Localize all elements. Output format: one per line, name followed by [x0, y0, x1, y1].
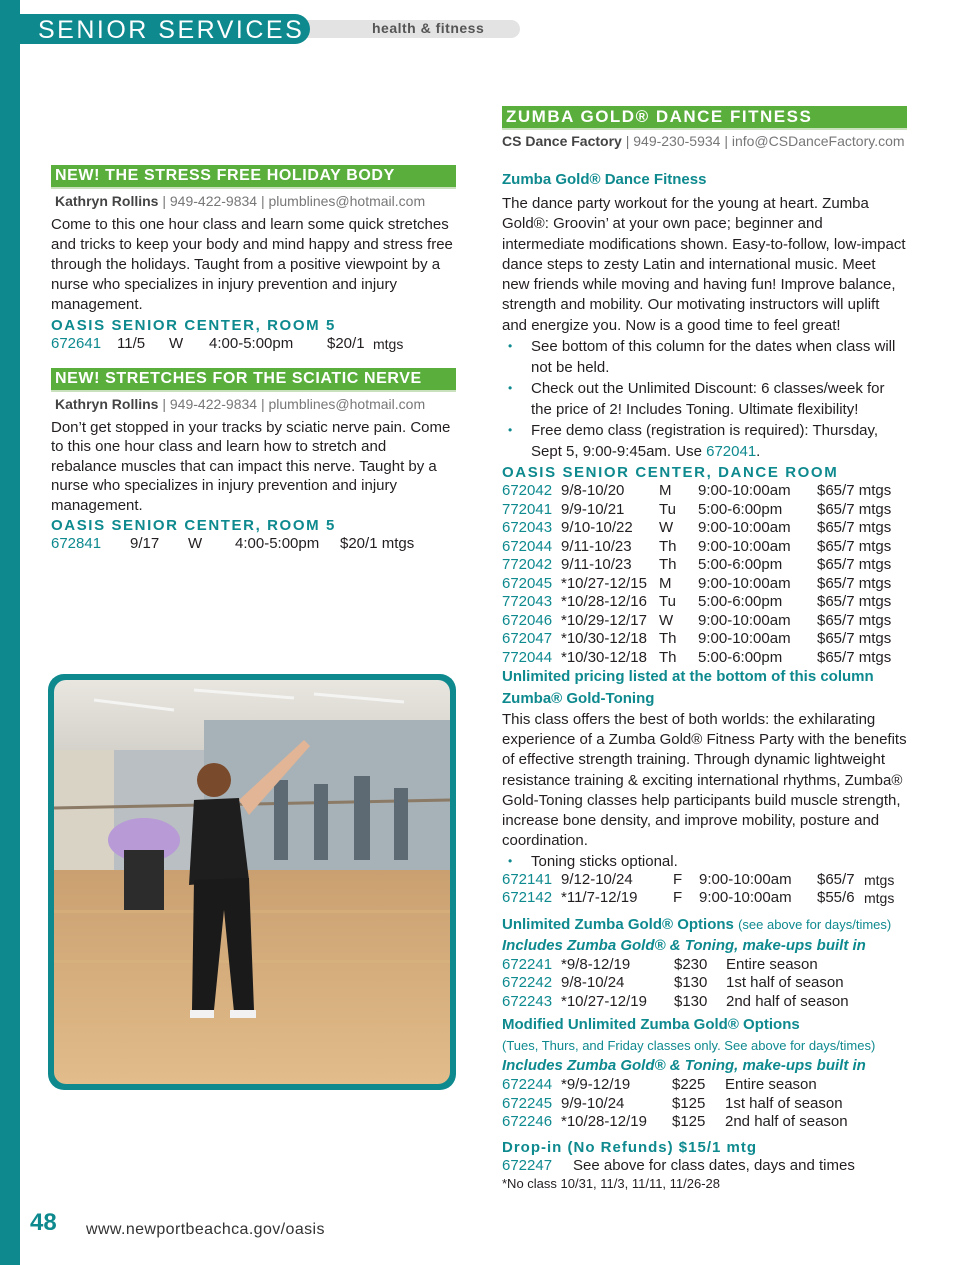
dropin-row	[502, 1157, 907, 1176]
option-description: 2nd half of season	[726, 992, 849, 1010]
side-accent-bar	[0, 0, 20, 1265]
schedule-row	[502, 538, 907, 557]
option-price: $130	[674, 974, 708, 991]
class-time: 9:00-10:00am	[698, 519, 791, 537]
provider-email[interactable]: info@CSDanceFactory.com	[731, 133, 905, 149]
instructor-contact: Kathryn Rollins | 949-422-9834 | plumblines@hotmail.com	[55, 395, 426, 412]
class-day: M	[659, 574, 672, 592]
dance-class-photo	[48, 674, 456, 1090]
option-code[interactable]: 672242	[502, 974, 553, 991]
class-code[interactable]: 772042	[502, 556, 553, 574]
schedule-row	[51, 335, 456, 354]
bullet-list	[502, 336, 907, 462]
schedule-row	[502, 974, 907, 993]
option-code[interactable]: 672244	[502, 1076, 553, 1093]
class-code[interactable]: 772043	[502, 593, 553, 611]
provider-name: CS Dance Factory	[502, 133, 622, 149]
class-day: Th	[659, 648, 677, 666]
class-day: Th	[659, 556, 677, 574]
class-time: 9:00-10:00am	[699, 889, 792, 906]
class-price: $55/6	[817, 889, 855, 906]
class-code[interactable]: 672044	[502, 537, 553, 555]
class-day: W	[659, 611, 674, 629]
option-price: $125	[672, 1094, 706, 1112]
option-code[interactable]: 672246	[502, 1113, 553, 1130]
section-heading: Modified Unlimited Zumba Gold® Options	[502, 1016, 800, 1033]
option-dates: *10/28-12/19	[561, 1113, 647, 1130]
class-code[interactable]: 672045	[502, 574, 553, 592]
pricing-table	[502, 956, 907, 1012]
unlimited-heading-note: (see above for days/times)	[738, 916, 892, 932]
includes-note: Includes Zumba Gold® & Toning, make-ups built in	[502, 1057, 866, 1074]
class-description: Don’t get stopped in your tracks by sciatic nerve pain. Come to this one hour class and learn how to stretch and rebalance muscles that can impact this nerve. Taught by a nurse who specializes in injury prevention and injury management.	[51, 418, 451, 514]
section-description: The dance party workout for the young at heart. Zumba Gold®: Groovin’ at your own pace; beginner and intermediate modifications shown. Easy-to-follow, low-impact dance steps to zesty Latin and international music. Meet new friends while moving and having fun! Improve balance, strength and mobility. Our motivating instructors will uplift and energize you. Now is a good time to feel great!	[502, 195, 906, 334]
class-time: 4:00-5:00pm	[235, 535, 320, 552]
left-column	[51, 165, 456, 554]
section-heading: Zumba Gold® Dance Fitness	[502, 171, 707, 188]
class-price: $65/7 mtgs	[817, 537, 892, 555]
class-date: *10/29-12/17	[561, 611, 647, 629]
class-code[interactable]: 672641	[51, 335, 102, 352]
class-day: F	[673, 889, 683, 906]
schedule-row	[502, 519, 907, 538]
class-day: W	[659, 519, 674, 537]
schedule-row	[502, 501, 907, 520]
section-title: SENIOR SERVICES	[38, 16, 305, 44]
unlimited-pricing-note: Unlimited pricing listed at the bottom of this column	[502, 668, 874, 686]
class-day: M	[659, 482, 672, 500]
option-description: 2nd half of season	[725, 1113, 848, 1130]
no-class-dates	[502, 1175, 907, 1194]
includes-note: Includes Zumba Gold® & Toning, make-ups built in	[502, 936, 866, 954]
section-subtitle: health & fitness	[372, 20, 485, 36]
option-dates: 9/8-10/24	[561, 974, 625, 991]
option-code[interactable]: 672241	[502, 955, 553, 973]
class-day: W	[169, 335, 184, 352]
modified-note: (Tues, Thurs, and Friday classes only. See above for days/times)	[502, 1038, 876, 1053]
instructor-phone: 949-422-9834	[169, 193, 258, 209]
instructor-email[interactable]: plumblines@hotmail.com	[268, 193, 426, 209]
class-time: 9:00-10:00am	[698, 574, 791, 592]
instructor-name: Kathryn Rollins	[55, 395, 159, 412]
section-description: This class offers the best of both worlds: the exhilarating experience of a Zumba Gold® Fitness Party with the benefits of effective strength training. Through dynamic lightweight resistance training & exciting international rhythms, Zumba® Gold-Toning classes help participants build muscle strength, increase bone density, and improve mobility, posture and coordination.	[502, 711, 907, 850]
schedule-row	[502, 871, 907, 890]
header-title-tab	[20, 14, 310, 44]
option-description: 1st half of season	[725, 1094, 843, 1112]
class-date: 9/9-10/21	[561, 500, 625, 518]
class-day: F	[673, 870, 683, 888]
option-price: $125	[672, 1113, 706, 1130]
class-code[interactable]: 772041	[502, 500, 553, 518]
dropin-heading: Drop-in (No Refunds) $15/1 mtg	[502, 1138, 758, 1156]
schedule-row	[502, 956, 907, 975]
class-date: *10/30-12/18	[561, 630, 647, 648]
class-price: $65/7 mtgs	[817, 556, 892, 574]
class-code[interactable]: 672141	[502, 870, 553, 888]
schedule-row	[502, 1076, 907, 1095]
class-description: Come to this one hour class and learn some quick stretches and tricks to keep your body and mind happy and stress free through the holidays. Taught from a positive viewpoint by a nurse who specializes in injury prevention and injury management.	[51, 216, 453, 313]
class-code[interactable]: 672042	[502, 482, 553, 500]
option-price: $130	[674, 992, 708, 1010]
class-code[interactable]: 672142	[502, 889, 553, 906]
option-dates: *10/27-12/19	[561, 992, 647, 1010]
class-price: $65/7 mtgs	[817, 611, 892, 629]
class-time: 5:00-6:00pm	[698, 648, 783, 666]
class-time: 9:00-10:00am	[698, 630, 791, 648]
no-class-text: *No class 10/31, 11/3, 11/11, 11/26-28	[502, 1176, 721, 1191]
instructor-contact: Kathryn Rollins | 949-422-9834 | plumblines@hotmail.com	[55, 193, 426, 209]
photo-image	[54, 680, 450, 1084]
class-date: *10/28-12/16	[561, 593, 647, 611]
class-day: Tu	[659, 593, 676, 611]
pricing-table	[502, 1076, 907, 1132]
provider-contact: CS Dance Factory | 949-230-5934 | info@CSDanceFactory.com	[502, 133, 905, 149]
option-description: 1st half of season	[726, 974, 844, 991]
class-location: OASIS SENIOR CENTER, DANCE ROOM	[502, 464, 839, 482]
class-title: NEW! THE STRESS FREE HOLIDAY BODY	[51, 165, 456, 189]
class-code[interactable]: 672046	[502, 611, 553, 629]
schedule-row	[502, 612, 907, 631]
class-code[interactable]: 672043	[502, 519, 553, 537]
option-code[interactable]: 672245	[502, 1094, 553, 1112]
dropin-text: See above for class dates, days and times	[573, 1156, 855, 1174]
class-date: *10/27-12/15	[561, 574, 647, 592]
website-url[interactable]: www.newportbeachca.gov/oasis	[86, 1221, 325, 1238]
schedule-row	[502, 556, 907, 575]
class-meetings: mtgs	[864, 871, 895, 888]
schedule-row	[502, 889, 907, 908]
class-date: 9/17	[130, 535, 160, 552]
instructor-phone: 949-422-9834	[169, 395, 258, 412]
option-dates: *9/9-12/19	[561, 1076, 631, 1093]
schedule-table	[502, 871, 907, 908]
class-price: $65/7 mtgs	[817, 574, 892, 592]
class-price: $65/7 mtgs	[817, 482, 892, 500]
class-price: $65/7 mtgs	[817, 500, 892, 518]
class-price: $65/7 mtgs	[817, 630, 892, 648]
class-time: 4:00-5:00pm	[209, 335, 294, 352]
instructor-name: Kathryn Rollins	[55, 193, 159, 209]
class-time: 9:00-10:00am	[698, 537, 791, 555]
schedule-row	[502, 575, 907, 594]
instructor-email[interactable]: plumblines@hotmail.com	[268, 395, 426, 412]
class-location: OASIS SENIOR CENTER, ROOM 5	[51, 517, 336, 534]
option-price: $225	[672, 1076, 706, 1093]
class-day: Th	[659, 537, 677, 555]
bullet-item: • See bottom of this column for the dates when class will not be held.	[508, 336, 907, 378]
section-heading: Zumba® Gold-Toning	[502, 690, 655, 708]
class-day: W	[188, 535, 203, 552]
class-price: $65/7 mtgs	[817, 593, 892, 611]
class-meetings: mtgs	[864, 890, 895, 906]
schedule-row	[502, 1113, 907, 1132]
class-time: 5:00-6:00pm	[698, 593, 783, 611]
section-header	[20, 14, 500, 44]
schedule-row	[502, 593, 907, 612]
schedule-table	[502, 482, 907, 667]
section-heading	[502, 914, 907, 936]
option-description: Entire season	[725, 1076, 817, 1093]
unlimited-heading: Unlimited Zumba Gold® Options	[502, 915, 734, 933]
option-dates: *9/8-12/19	[561, 955, 631, 973]
class-date: *11/7-12/19	[561, 889, 638, 906]
option-code[interactable]: 672243	[502, 992, 553, 1010]
class-meetings: mtgs	[373, 336, 404, 352]
bullet-item	[508, 420, 907, 462]
class-date: 9/10-10/22	[561, 519, 633, 537]
class-date: 11/5	[117, 335, 146, 352]
class-time: 5:00-6:00pm	[698, 556, 783, 574]
class-date: *10/30-12/18	[561, 648, 647, 666]
class-time: 9:00-10:00am	[698, 611, 791, 629]
class-price: $65/7 mtgs	[817, 648, 892, 666]
class-price: $20/1	[327, 335, 365, 352]
right-column	[502, 106, 907, 1194]
photo-illustration	[54, 680, 450, 1084]
class-location: OASIS SENIOR CENTER, ROOM 5	[51, 317, 336, 334]
program-title: ZUMBA GOLD® DANCE FITNESS	[502, 106, 907, 130]
schedule-row	[502, 649, 907, 668]
option-price: $230	[674, 955, 708, 973]
class-date: 9/11-10/23	[561, 556, 632, 574]
class-title: NEW! STRETCHES FOR THE SCIATIC NERVE	[51, 368, 456, 392]
bullet-list	[502, 852, 907, 871]
schedule-row	[502, 1095, 907, 1114]
class-day: Th	[659, 630, 677, 648]
page-number: 48	[30, 1209, 57, 1236]
dropin-code[interactable]: 672247	[502, 1156, 553, 1174]
schedule-row	[502, 630, 907, 649]
class-price: $65/7	[817, 870, 855, 888]
class-code[interactable]: 672047	[502, 630, 553, 648]
class-date: 9/12-10/24	[561, 870, 633, 888]
class-time: 5:00-6:00pm	[698, 500, 783, 518]
class-date: 9/11-10/23	[561, 537, 632, 555]
class-price: $65/7 mtgs	[817, 519, 892, 537]
class-code[interactable]: 772044	[502, 648, 553, 666]
bullet-text: Free demo class (registration is required): Thursday, Sept 5, 9:00-9:45am. Use	[531, 422, 879, 461]
option-dates: 9/9-10/24	[561, 1094, 625, 1112]
schedule-row	[51, 535, 456, 554]
option-description: Entire season	[726, 955, 818, 973]
class-day: Tu	[659, 500, 676, 518]
demo-class-code[interactable]: 672041	[706, 443, 757, 461]
bullet-end: .	[756, 443, 761, 461]
provider-phone: 949-230-5934	[633, 133, 721, 149]
bullet-item: • Check out the Unlimited Discount: 6 classes/week for the price of 2! Includes Toning. Ultimate flexibility!	[508, 378, 907, 420]
schedule-row	[502, 993, 907, 1012]
class-date: 9/8-10/20	[561, 482, 625, 500]
class-code[interactable]: 672841	[51, 535, 102, 552]
schedule-row	[502, 482, 907, 501]
class-price: $20/1 mtgs	[340, 535, 415, 552]
class-time: 9:00-10:00am	[699, 870, 792, 888]
class-time: 9:00-10:00am	[698, 482, 791, 500]
bullet-item: • Toning sticks optional.	[508, 852, 907, 871]
